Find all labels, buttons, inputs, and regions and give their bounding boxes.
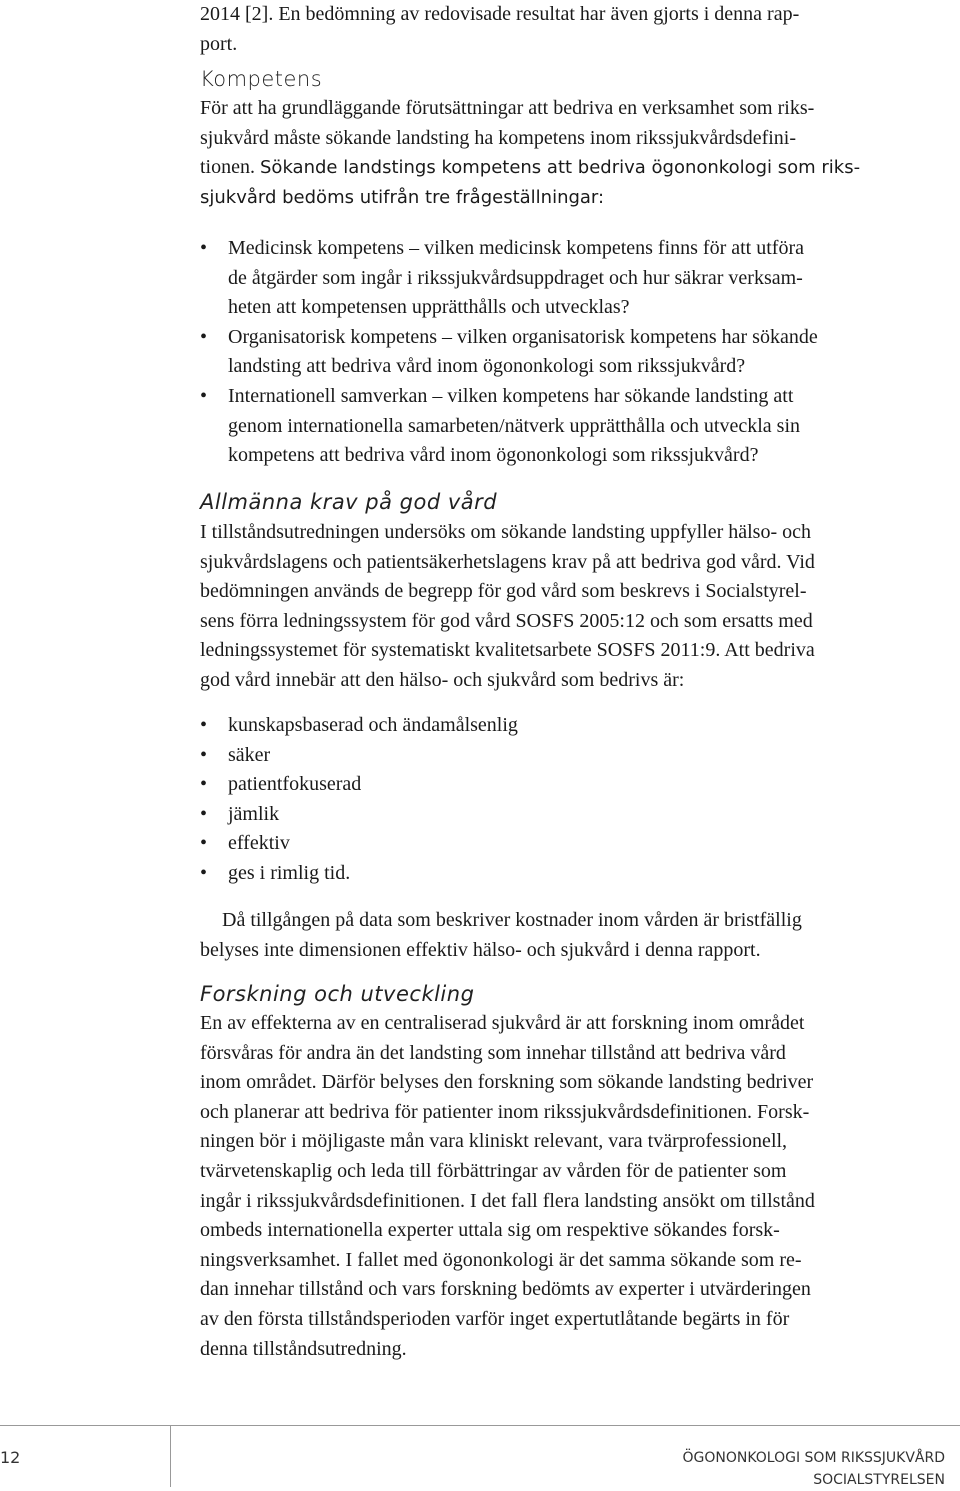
forskning-line-7: ingår i rikssjukvårdsdefinitionen. I det fall flera landsting ansökt om tillstånd (200, 1189, 815, 1212)
list-item: • patientfokuserad (200, 770, 518, 800)
page-number: 12 (0, 1448, 21, 1467)
god-vard-line-2: sjukvårdslagens och patientsäkerhetslagens krav på att bedriva god vård. Vid (200, 550, 815, 573)
god-vard-line-4: sens förra ledningssystem för god vård SOSFS 2005:12 och som ersatts med (200, 609, 813, 632)
publisher: SOCIALSTYRELSEN (813, 1472, 945, 1488)
list-item: • kunskapsbaserad och ändamålsenlig (200, 711, 518, 741)
heading-kompetens: Kompetens (200, 67, 323, 91)
list-item (200, 382, 955, 471)
bullet-3-line-1: • Internationell samverkan – vilken kompetens har sökande landsting att (228, 384, 794, 407)
intro-paragraph (200, 0, 799, 59)
kompetens-line-1: För att ha grundläggande förutsättningar att bedriva en verksamhet som riks- (200, 97, 815, 119)
heading-god-vard: Allmänna krav på god vård (200, 490, 498, 514)
kompetens-bullet-list (200, 234, 955, 471)
forskning-line-12: denna tillståndsutredning. (200, 1337, 407, 1360)
forskning-line-6: tvärvetenskaplig och leda till förbättringar av vården för de patienter som (200, 1159, 787, 1182)
kompetens-paragraph (200, 94, 860, 212)
kompetens-line-3 (200, 153, 860, 183)
bullet-3-line-2: genom internationella samarbeten/nätverk upprätthålla och utveckla sin (228, 414, 801, 437)
forskning-line-10: dan innehar tillstånd och vars forskning bedömts av experter i utvärderingen (200, 1278, 811, 1301)
god-vard-paragraph (200, 518, 815, 696)
list-item (200, 234, 955, 323)
list-item: • effektiv (200, 829, 518, 859)
bullet-3-line-3: kompetens att bedriva vård inom ögononkologi som rikssjukvård? (228, 444, 759, 467)
list-item: • säker (200, 741, 518, 771)
god-vard-line-3: bedömningen används de begrepp för god vård som beskrevs i Socialstyrel- (200, 580, 807, 603)
forskning-paragraph (200, 1009, 815, 1364)
bullet-2-line-1: • Organisatorisk kompetens – vilken organisatorisk kompetens har sökande (228, 325, 818, 348)
kompetens-line-3-sans: Sökande landstings kompetens att bedriva ögononkologi som riks- (260, 157, 861, 179)
kompetens-line-2: sjukvård måste sökande landsting ha kompetens inom rikssjukvårdsdefini- (200, 126, 797, 149)
forskning-line-8: ombeds internationella experter uttala sig om respektive sökandes forsk- (200, 1219, 780, 1242)
note-line-2: belyses inte dimensionen effektiv hälso- och sjukvård i denna rapport. (200, 938, 761, 961)
list-item: • jämlik (200, 800, 518, 830)
bullet-1-line-1: • Medicinsk kompetens – vilken medicinsk kompetens finns för att utföra (228, 237, 804, 259)
forskning-line-5: ningen bör i möjligaste mån vara kliniskt relevant, vara tvärprofessionell, (200, 1130, 788, 1153)
forskning-line-11: av den första tillståndsperioden varför inget expertutlåtande begärts in för (200, 1307, 790, 1330)
god-vard-bullet-list (200, 711, 518, 889)
intro-line-1: 2014 [2]. En bedömning av redovisade resultat har även gjorts i denna rap- (200, 3, 800, 25)
forskning-line-2: försvåras för andra än det landsting som innehar tillstånd att bedriva vård (200, 1041, 786, 1064)
god-vard-line-6: god vård innebär att den hälso- och sjukvård som bedrivs är: (200, 668, 685, 691)
god-vard-note (200, 906, 802, 965)
kompetens-line-4: sjukvård bedöms utifrån tre frågeställningar: (200, 186, 605, 208)
intro-line-2: port. (200, 32, 238, 55)
god-vard-line-5: ledningssystemet för systematiskt kvalitetsarbete SOSFS 2011:9. Att bedriva (200, 639, 815, 662)
doc-title: ÖGONONKOLOGI SOM RIKSSJUKVÅRD (682, 1450, 945, 1466)
forskning-line-9: ningsverksamhet. I fallet med ögononkologi är det samma sökande som re- (200, 1248, 802, 1271)
bullet-1-line-3: heten att kompetensen upprätthålls och utvecklas? (228, 296, 630, 319)
footer-divider (170, 1425, 171, 1487)
bullet-1-line-2: de åtgärder som ingår i rikssjukvårdsuppdraget och hur säkrar verksam- (228, 266, 803, 289)
footer-rule (0, 1425, 960, 1426)
forskning-line-1: En av effekterna av en centraliserad sjukvård är att forskning inom området (200, 1012, 805, 1034)
forskning-line-3: inom området. Därför belyses den forskning som sökande landsting bedriver (200, 1071, 814, 1094)
bullet-2-line-2: landsting att bedriva vård inom ögononkologi som rikssjukvård? (228, 355, 746, 378)
heading-forskning: Forskning och utveckling (200, 982, 475, 1006)
list-item: • ges i rimlig tid. (200, 859, 518, 889)
god-vard-line-1: I tillståndsutredningen undersöks om sökande landsting uppfyller hälso- och (200, 521, 812, 543)
kompetens-line-3-serif: tionen. (200, 156, 260, 179)
note-line-1: Då tillgången på data som beskriver kostnader inom vården är bristfällig (222, 909, 802, 931)
footer-title-block (683, 1447, 946, 1491)
list-item (200, 323, 955, 382)
forskning-line-4: och planerar att bedriva för patienter inom rikssjukvårdsdefinitionen. Forsk- (200, 1100, 810, 1123)
